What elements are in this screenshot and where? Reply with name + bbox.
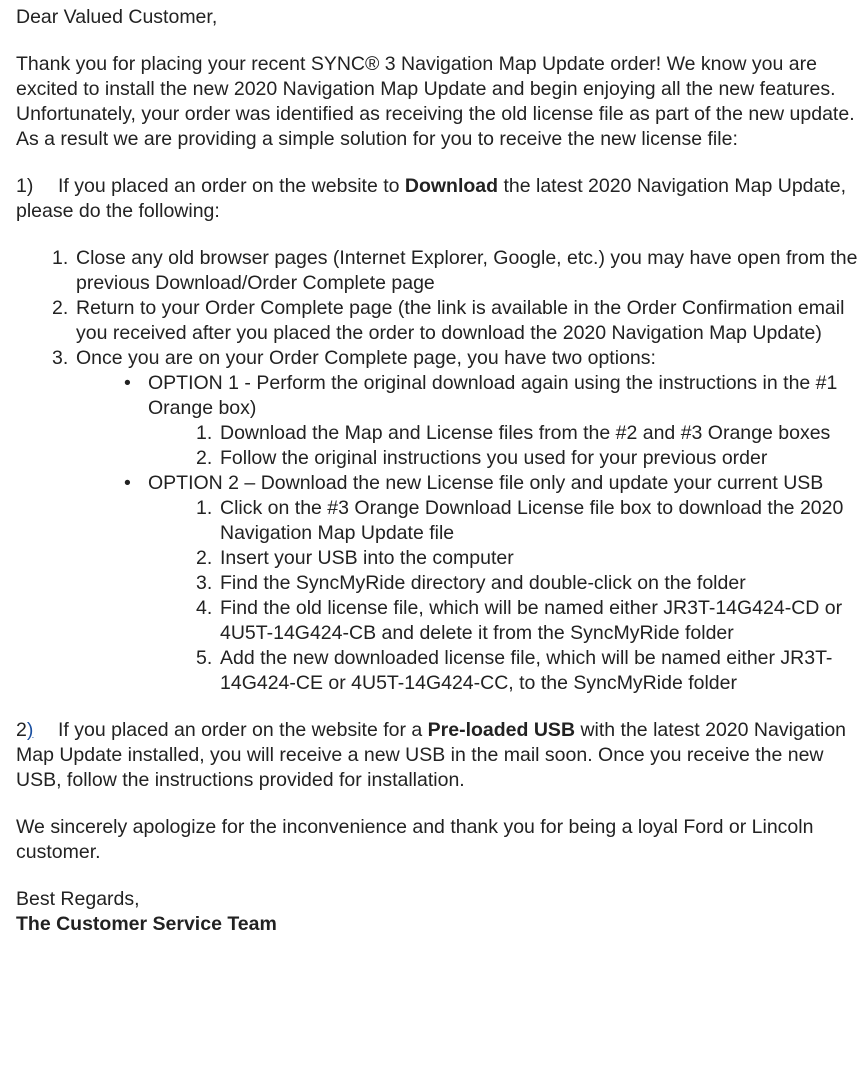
section-1-text-after: the latest 2020 Navigation Map Update, please do the following: [16, 175, 847, 222]
signature-team: The Customer Service Team [16, 913, 277, 935]
section-1-number: 1) [16, 175, 34, 197]
download-bold: Download [404, 175, 499, 197]
section-1-heading [16, 174, 861, 224]
greeting: Dear Valued Customer, [16, 6, 218, 28]
step-number: 4. [196, 597, 213, 619]
step-number: 2. [52, 297, 69, 319]
preloaded-usb-bold: Pre-loaded USB [427, 719, 576, 741]
option-text: OPTION 1 - Perform the original download again using the instructions in the #1 Orange box) [148, 372, 838, 419]
option-1 [76, 371, 861, 471]
option-1-steps [148, 421, 861, 471]
option-2-step-2 [148, 546, 861, 571]
closing: Best Regards, [16, 888, 140, 910]
section-2-number [16, 718, 58, 743]
bullet-icon: • [124, 472, 131, 494]
option-1-step-2 [148, 446, 861, 471]
section-2-number-digit: 2 [16, 719, 27, 741]
option-text: OPTION 2 – Download the new License file only and update your current USB [148, 472, 824, 494]
step-text: Follow the original instructions you used for your previous order [220, 447, 768, 469]
step-number: 1. [196, 497, 213, 519]
options-list [76, 371, 861, 696]
step-number: 2. [196, 547, 213, 569]
step-number: 3. [52, 347, 69, 369]
step-3 [16, 346, 861, 696]
apology-paragraph: We sincerely apologize for the inconvenience and thank you for being a loyal Ford or Lincoln customer. [16, 816, 814, 863]
section-1-text-before: If you placed an order on the website to [58, 175, 405, 197]
step-2 [16, 296, 861, 346]
section-2-number-link[interactable]: ) [26, 719, 34, 741]
step-number: 3. [196, 572, 213, 594]
step-number: 1. [196, 422, 213, 444]
step-text: Once you are on your Order Complete page, you have two options: [76, 347, 656, 369]
option-2-step-1 [148, 496, 861, 546]
step-text: Add the new downloaded license file, which will be named either JR3T-14G424-CE or 4U5T-14G424-CC, to the SyncMyRide folder [220, 647, 833, 694]
step-number: 5. [196, 647, 213, 669]
option-2-step-3 [148, 571, 861, 596]
step-text: Download the Map and License files from the #2 and #3 Orange boxes [220, 422, 831, 444]
option-2-steps [148, 496, 861, 696]
step-text: Click on the #3 Orange Download License file box to download the 2020 Navigation Map Update file [220, 497, 844, 544]
step-text: Find the old license file, which will be named either JR3T-14G424-CD or 4U5T-14G424-CB and delete it from the SyncMyRide folder [220, 597, 843, 644]
option-2 [76, 471, 861, 696]
intro-paragraph: Thank you for placing your recent SYNC® 3 Navigation Map Update order! We know you are excited to install the new 2020 Navigation Map Update and begin enjoying all the new features. Unfortunately, your order was identified as receiving the old license file as part of the new update. As a result we are providing a simple solution for you to receive the new license file: [16, 53, 855, 150]
step-text: Close any old browser pages (Internet Explorer, Google, etc.) you may have open from the previous Download/Order Complete page [76, 247, 858, 294]
step-text: Find the SyncMyRide directory and double-click on the folder [220, 572, 746, 594]
section-2-paragraph [16, 718, 861, 793]
step-1 [16, 246, 861, 296]
section-2-text-before: If you placed an order on the website for a [58, 719, 428, 741]
section-1-steps [16, 246, 861, 696]
option-2-step-5 [148, 646, 861, 696]
step-number: 1. [52, 247, 69, 269]
option-2-step-4 [148, 596, 861, 646]
bullet-icon: • [124, 372, 131, 394]
step-text: Insert your USB into the computer [220, 547, 514, 569]
section-2-text-after: with the latest 2020 Navigation Map Update installed, you will receive a new USB in the mail soon. Once you receive the new USB, follow the instructions provided for installation. [16, 719, 847, 791]
step-text: Return to your Order Complete page (the link is available in the Order Confirmation email you received after you placed the order to download the 2020 Navigation Map Update) [76, 297, 845, 344]
option-1-step-1 [148, 421, 861, 446]
step-number: 2. [196, 447, 213, 469]
